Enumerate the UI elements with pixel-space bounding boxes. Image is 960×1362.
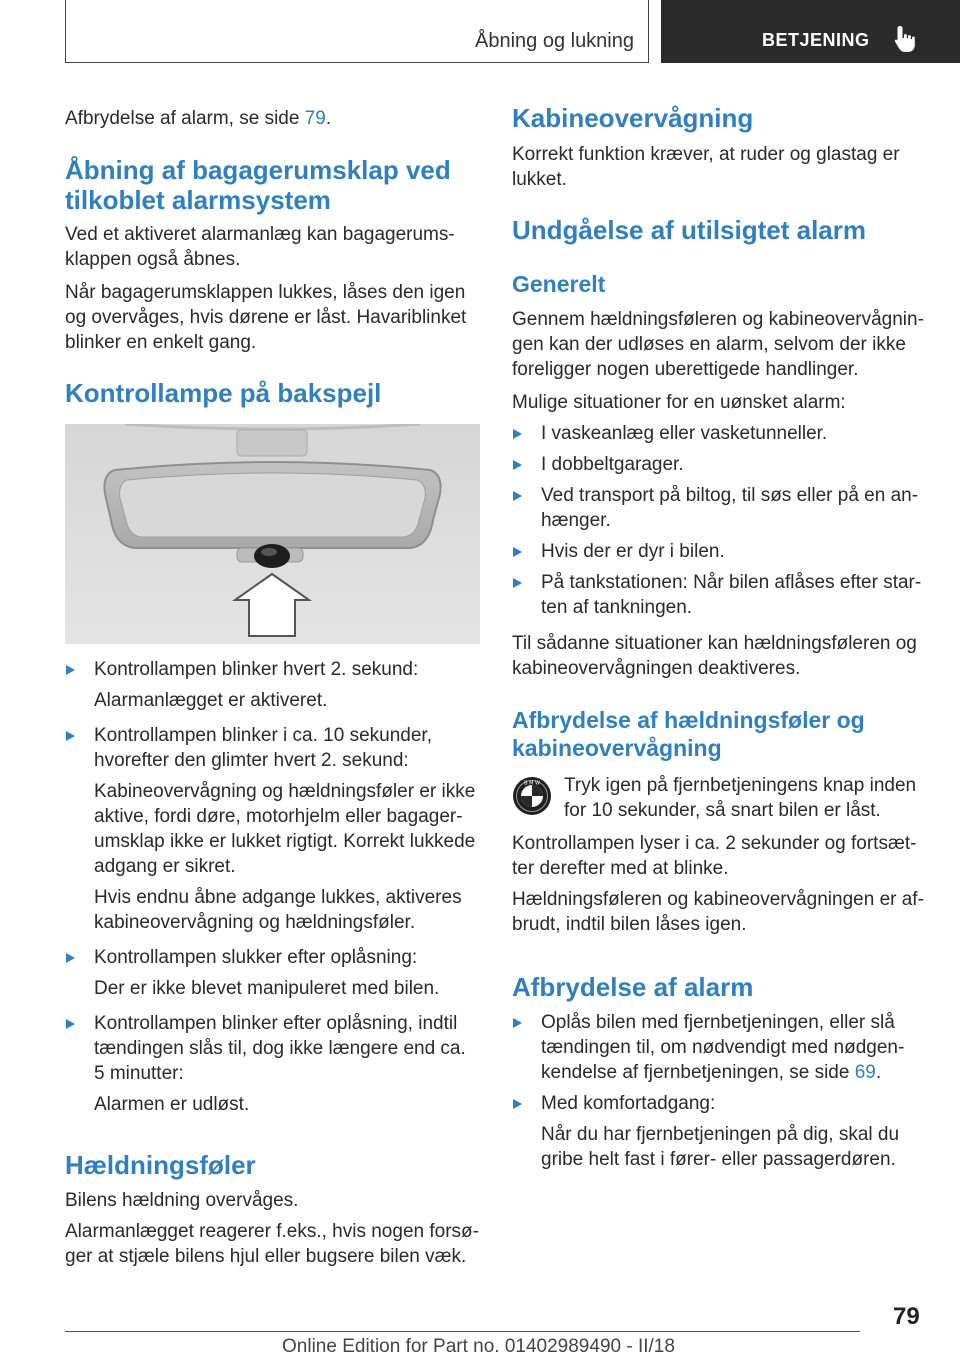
paragraph <box>512 142 900 192</box>
heading-bagagerumsklap <box>65 155 485 215</box>
line: Hældningsføleren og kabineovervågningen er af- <box>512 889 924 910</box>
list-item <box>65 1011 485 1117</box>
paragraph: Bilens hældning overvåges. <box>65 1190 299 1211</box>
line: gribe helt fast i fører- eller passagerdøren. <box>541 1149 896 1170</box>
list-item <box>65 945 485 1001</box>
line: Ved transport på biltog, til søs eller på en an- <box>541 485 919 506</box>
page-link-79[interactable]: 79 <box>304 108 326 129</box>
list-item <box>512 1010 932 1085</box>
line: hvorefter den glimter hvert 2. sekund: <box>94 750 409 771</box>
line: . <box>875 1062 882 1083</box>
line: og overvåges, hvis dørene er låst. Havariblinket <box>65 307 467 328</box>
line: Gennem hældningsføleren og kabineovervågnin- <box>512 309 924 330</box>
line: gen kan der udløses en alarm, selvom der ikke <box>512 334 906 355</box>
line: Hvis endnu åbne adgange lukkes, aktiveres <box>94 887 462 908</box>
heading-afbrydelse-alarm: Afbrydelse af alarm <box>512 972 754 1002</box>
line: brudt, indtil bilen låses igen. <box>512 914 747 935</box>
footer-edition: Online Edition for Part no. 01402989490 - II/18 <box>282 1336 675 1357</box>
list-item <box>65 657 485 713</box>
line: Kontrollampen blinker i ca. 10 sekunder, <box>94 725 432 746</box>
line: for 10 sekunder, så snart bilen er låst. <box>564 800 881 821</box>
line: kabineovervågningen deaktiveres. <box>512 658 801 679</box>
heading-line: tilkoblet alarmsystem <box>65 185 331 215</box>
paragraph <box>512 831 916 881</box>
list-item <box>512 452 932 477</box>
paragraph <box>512 307 924 382</box>
list-item <box>512 483 932 533</box>
header-section-title: Åbning og lukning <box>474 30 634 52</box>
intro-reference <box>65 106 331 131</box>
line: kabineovervågning og hældningsføler. <box>94 912 416 933</box>
line: Tryk igen på fjernbetjeningens knap inden <box>564 775 917 796</box>
line: tændingen til, om nødvendigt med nødgen- <box>541 1037 905 1058</box>
heading-line: Afbrydelse af hældningsføler og <box>512 707 865 733</box>
line: Kontrollampen lyser i ca. 2 sekunder og fortsæt- <box>512 833 917 854</box>
paragraph <box>512 887 924 937</box>
header-chapter-box <box>661 0 960 63</box>
line: Der er ikke blevet manipuleret med bilen. <box>94 978 440 999</box>
line: Ved et aktiveret alarmanlæg kan bagagerums- <box>65 224 455 245</box>
header-chapter-title: BETJENING <box>762 30 870 50</box>
line: Når du har fjernbetjeningen på dig, skal du <box>541 1124 900 1145</box>
line: Alarmanlægget reagerer f.eks., hvis nogen forsø- <box>65 1221 479 1242</box>
line: I vaskeanlæg eller vasketunneller. <box>541 423 828 444</box>
indicator-list <box>65 657 485 1117</box>
heading-haeldningsfoeler: Hældningsføler <box>65 1150 256 1180</box>
line: Med komfortadgang: <box>541 1093 716 1114</box>
line: Når bagagerumsklappen lukkes, låses den igen <box>65 282 466 303</box>
intro-text: Afbrydelse af alarm, se side <box>65 108 305 129</box>
line: aktive, fordi døre, motorhjelm eller bagager- <box>94 806 463 827</box>
heading-generelt: Generelt <box>512 271 606 297</box>
page-link-69[interactable]: 69 <box>854 1062 876 1083</box>
heading-undgaaelse: Undgåelse af utilsigtet alarm <box>512 215 866 245</box>
footer-divider <box>65 1331 860 1332</box>
line: lukket. <box>512 169 567 190</box>
heading-kabineovervaagning: Kabineovervågning <box>512 103 754 133</box>
line: Kontrollampen blinker hvert 2. sekund: <box>94 659 419 680</box>
line: ter derefter med at blinke. <box>512 858 729 879</box>
logo-lettering: B M W <box>524 780 540 787</box>
line: adgang er sikret. <box>94 856 236 877</box>
line: tændingen slås til, dog ikke længere end ca. <box>94 1038 466 1059</box>
line: Kabineovervågning og hældningsføler er ikke <box>94 781 476 802</box>
line: umsklap ikke er lukket rigtigt. Korrekt lukkede <box>94 831 476 852</box>
line: foreligger nogen uberettigede handlinger. <box>512 359 859 380</box>
line: Til sådanne situationer kan hældningsføleren og <box>512 633 917 654</box>
paragraph <box>65 280 466 355</box>
paragraph: Mulige situationer for en uønsket alarm: <box>512 392 846 413</box>
list-item <box>512 539 932 564</box>
paragraph <box>65 1219 479 1269</box>
list-item <box>512 421 932 446</box>
line: Alarmanlægget er aktiveret. <box>94 690 328 711</box>
bmw-logo-icon <box>512 776 552 816</box>
line: Hvis der er dyr i bilen. <box>541 541 725 562</box>
line: Oplås bilen med fjernbetjeningen, eller slå <box>541 1012 895 1033</box>
paragraph <box>564 773 916 823</box>
heading-line: Åbning af bagagerumsklap ved <box>65 155 451 185</box>
alarm-stop-list <box>512 1010 932 1172</box>
line: 5 minutter: <box>94 1063 184 1084</box>
header-section-box <box>65 0 649 63</box>
line: På tankstationen: Når bilen aflåses efter star- <box>541 572 922 593</box>
line: Kontrollampen blinker efter oplåsning, indtil <box>94 1013 458 1034</box>
line: Kontrollampen slukker efter oplåsning: <box>94 947 418 968</box>
line: blinker en enkelt gang. <box>65 332 257 353</box>
line: klappen også åbnes. <box>65 249 241 270</box>
line: ten af tankningen. <box>541 597 693 618</box>
page-number: 79 <box>893 1303 920 1330</box>
line: I dobbeltgarager. <box>541 454 684 475</box>
line: ger at stjæle bilens hjul eller bugsere bilen væk. <box>65 1246 467 1267</box>
rearview-mirror-illustration <box>65 424 480 644</box>
list-item <box>512 1091 932 1172</box>
heading-line: kabineovervågning <box>512 735 722 761</box>
intro-end: . <box>325 108 332 129</box>
line: kendelse af fjernbetjeningen, se side <box>541 1062 855 1083</box>
line: Alarmen er udløst. <box>94 1094 250 1115</box>
situation-list <box>512 421 932 620</box>
paragraph <box>512 631 917 681</box>
list-item <box>65 723 485 935</box>
line: hænger. <box>541 510 611 531</box>
list-item <box>512 570 932 620</box>
line: Korrekt funktion kræver, at ruder og glastag er <box>512 144 900 165</box>
heading-kontrollampe: Kontrollampe på bakspejl <box>65 378 382 408</box>
heading-afbrydelse-haeldningsfoeler <box>512 706 865 762</box>
mirror-drawing <box>65 424 480 644</box>
hand-pointer-icon <box>894 24 920 54</box>
paragraph <box>65 222 455 272</box>
